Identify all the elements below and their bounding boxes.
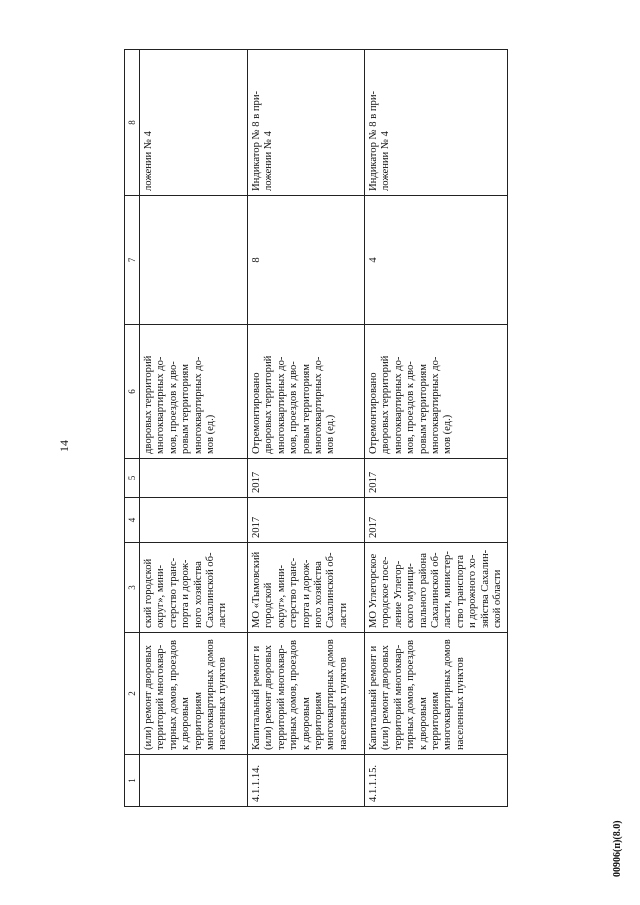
- header-col-5: 5: [125, 459, 140, 498]
- header-col-7: 7: [125, 196, 140, 325]
- start-year: [140, 498, 248, 543]
- page-number: 14: [57, 440, 71, 452]
- indicator-link: ложении № 4: [140, 50, 248, 196]
- expected-result: Отремонтировано дворовых территорий многоквартирных до- мов, проездов к дво- ровым территориям многоквартирных до- мов (ед.): [248, 325, 365, 459]
- header-col-3: 3: [125, 543, 140, 633]
- end-year: [140, 459, 248, 498]
- header-row: [125, 50, 140, 807]
- row-number: 4.1.1.14.: [248, 755, 365, 807]
- expected-result: Отремонтировано дворовых территорий многоквартирных до- мов, проездов к дво- ровым территориям многоквартирных до- мов (ед.): [365, 325, 508, 459]
- table-row: [365, 50, 508, 807]
- executor: МО «Тымовский городской округ», мини- стерство транс- порта и дорож- ного хозяйства Сахалинской об- ласти: [248, 543, 365, 633]
- program-activities-table: [124, 49, 508, 807]
- header-col-6: 6: [125, 325, 140, 459]
- activity-name: (или) ремонт дворовых территорий многоквар- тирных домов, проездов к дворовым территориям многоквартирных домов населенных пунктов: [140, 633, 248, 755]
- header-col-2: 2: [125, 633, 140, 755]
- header-col-4: 4: [125, 498, 140, 543]
- start-year: 2017: [248, 498, 365, 543]
- executor: ский городской округ», мини- стерство транс- порта и дорож- ного хозяйства Сахалинской об- ласти: [140, 543, 248, 633]
- executor: МО Углегорское городское посе- ление Углегор- ского муници- пального района Сахалинской об- ласти, министер- ство транспорта и дорожного хо- зяйства Сахалин- ской области: [365, 543, 508, 633]
- row-number: 4.1.1.15.: [365, 755, 508, 807]
- result-value: 8: [248, 196, 365, 325]
- activity-name: Капитальный ремонт и (или) ремонт дворовых территорий многоквар- тирных домов, проездов к дворовым территориям многоквартирных домов населенных пунктов: [248, 633, 365, 755]
- end-year: 2017: [365, 459, 508, 498]
- result-value: [140, 196, 248, 325]
- table-row: [248, 50, 365, 807]
- header-col-1: 1: [125, 755, 140, 807]
- header-col-8: 8: [125, 50, 140, 196]
- row-number: [140, 755, 248, 807]
- activity-name: Капитальный ремонт и (или) ремонт дворовых территорий многоквар- тирных домов, проездов к дворовым территориям многоквартирных домов населенных пунктов: [365, 633, 508, 755]
- end-year: 2017: [248, 459, 365, 498]
- result-value: 4: [365, 196, 508, 325]
- indicator-link: Индикатор № 8 в при- ложении № 4: [248, 50, 365, 196]
- indicator-link: Индикатор № 8 в при- ложении № 4: [365, 50, 508, 196]
- expected-result: дворовых территорий многоквартирных до- мов, проездов к дво- ровым территориям многоквартирных до- мов (ед.): [140, 325, 248, 459]
- start-year: 2017: [365, 498, 508, 543]
- table-row: [140, 50, 248, 807]
- document-code: 00906(п)(8.0): [612, 820, 623, 877]
